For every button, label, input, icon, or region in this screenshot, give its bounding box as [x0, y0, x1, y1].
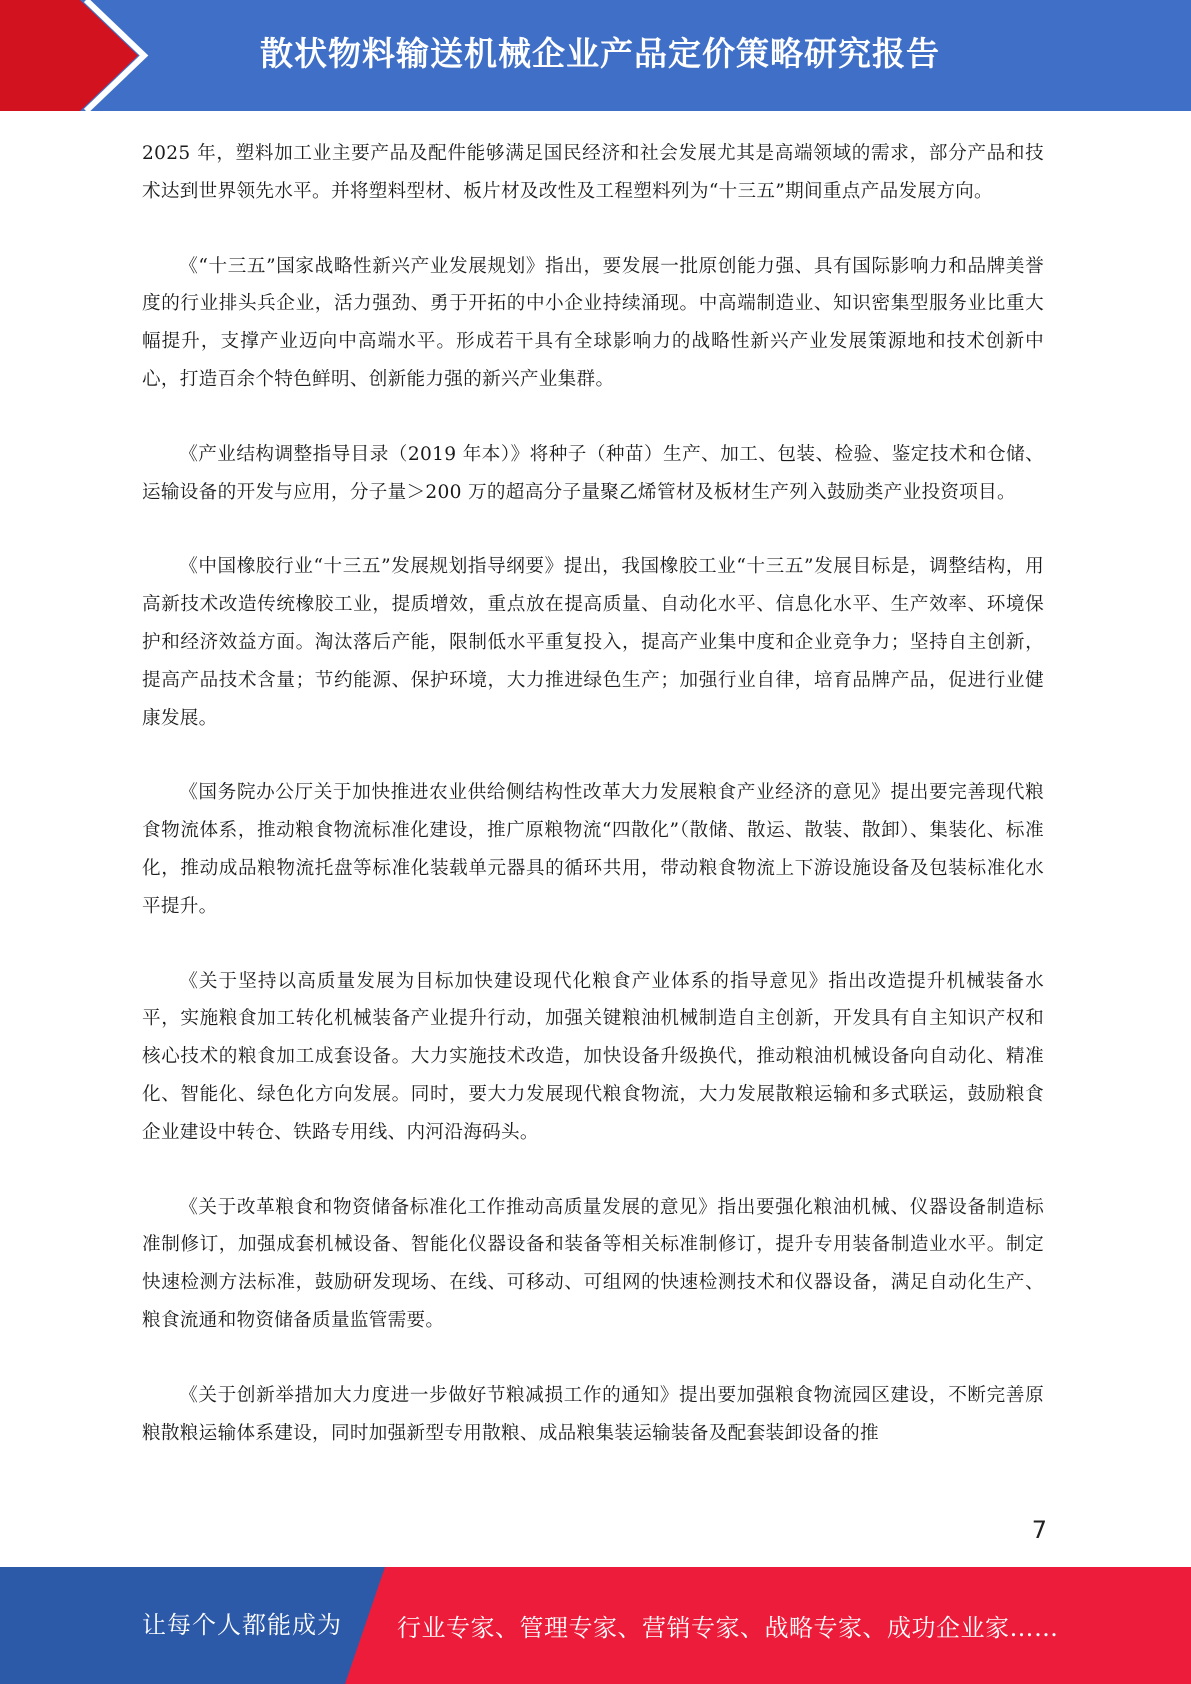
paragraph: 《国务院办公厅关于加快推进农业供给侧结构性改革大力发展粮食产业经济的意见》提出要完善现代粮食物流体系，推动粮食物流标准化建设，推广原粮物流“四散化”（散储、散运、散装、散卸）、集装化、标准化，推动成品粮物流托盘等标准化装载单元器具的循环共用，带动粮食物流上下游设施设备及包装标准化水平提升。 — [142, 782, 1044, 917]
report-title: 散状物料输送机械企业产品定价策略研究报告 — [260, 34, 940, 73]
header-red-chevron — [0, 0, 150, 111]
paragraph: 《“十三五”国家战略性新兴产业发展规划》指出，要发展一批原创能力强、具有国际影响力和品牌美誉度的行业排头兵企业，活力强劲、勇于开拓的中小企业持续涌现。中高端制造业、知识密集型服务业比重大幅提升，支撑产业迈向中高端水平。形成若干具有全球影响力的战略性新兴产业发展策源地和技术创新中心，打造百余个特色鲜明、创新能力强的新兴产业集群。 — [142, 255, 1044, 390]
paragraph: 《中国橡胶行业“十三五”发展规划指导纲要》提出，我国橡胶工业“十三五”发展目标是，调整结构，用高新技术改造传统橡胶工业，提质增效，重点放在提高质量、自动化水平、信息化水平、生产效率、环境保护和经济效益方面。淘汰落后产能，限制低水平重复投入，提高产业集中度和企业竞争力；坚持自主创新，提高产品技术含量；节约能源、保护环境，大力推进绿色生产；加强行业自律，培育品牌产品，促进行业健康发展。 — [142, 556, 1044, 729]
footer-slogan-right: 行业专家、管理专家、营销专家、战略专家、成功企业家…… — [397, 1614, 1059, 1642]
paragraph: 《关于创新举措加大力度进一步做好节粮减损工作的通知》提出要加强粮食物流园区建设，不断完善原粮散粮运输体系建设，同时加强新型专用散粮、成品粮集装运输装备及配套装卸设备的推 — [142, 1384, 1044, 1444]
page-header — [0, 0, 1191, 111]
paragraph: 《关于坚持以高质量发展为目标加快建设现代化粮食产业体系的指导意见》指出改造提升机械装备水平，实施粮食加工转化机械装备产业提升行动，加强关键粮油机械制造自主创新，开发具有自主知识产权和核心技术的粮食加工成套设备。大力实施技术改造，加快设备升级换代，推动粮油机械设备向自动化、精准化、智能化、绿色化方向发展。同时，要大力发展现代粮食物流，大力发展散粮运输和多式联运，鼓励粮食企业建设中转仓、铁路专用线、内河沿海码头。 — [142, 970, 1044, 1143]
footer-slogan-left: 让每个人都能成为 — [142, 1611, 342, 1639]
page-number: 7 — [1031, 1516, 1047, 1544]
body-text — [142, 135, 1044, 1489]
page-footer — [0, 1567, 1191, 1684]
paragraph: 《关于改革粮食和物资储备标准化工作推动高质量发展的意见》指出要强化粮油机械、仪器设备制造标准制修订，加强成套机械设备、智能化仪器设备和装备等相关标准制修订，提升专用装备制造业水平。制定快速检测方法标准，鼓励研发现场、在线、可移动、可组网的快速检测技术和仪器设备，满足自动化生产、粮食流通和物资储备质量监管需要。 — [142, 1196, 1044, 1331]
paragraph: 《产业结构调整指导目录（2019 年本）》将种子（种苗）生产、加工、包装、检验、鉴定技术和仓储、运输设备的开发与应用，分子量＞200 万的超高分子量聚乙烯管材及板材生产列入鼓励类产业投资项目。 — [142, 443, 1044, 503]
paragraph: 2025 年，塑料加工业主要产品及配件能够满足国民经济和社会发展尤其是高端领域的需求，部分产品和技术达到世界领先水平。并将塑料型材、板片材及改性及工程塑料列为“十三五”期间重点产品发展方向。 — [142, 143, 1044, 202]
